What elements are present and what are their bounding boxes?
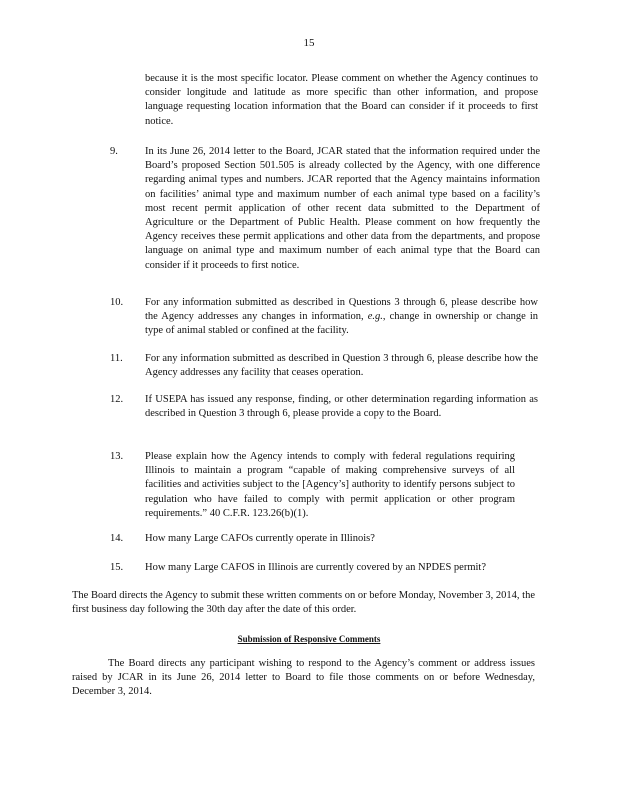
item-15-number: 15. [110,562,124,573]
page-number: 15 [303,37,315,49]
item-11-number: 11. [110,353,123,364]
item-11-text: For any information submitted as described in Question 3 through 6, please describe how the Agency addresses any facility that ceases operation. [145,353,538,379]
final-paragraph-text: The Board directs any participant wishing to respond to the Agency’s comment or address issues raised by JCAR in its June 26, 2014 letter to Board to file those comments on or before Wednesday, December 3, 2014. [72,658,535,698]
item-13-text: Please explain how the Agency intends to comply with federal regulations requiring Illinois to maintain a program “capable of making comprehensive surveys of all facilities and activities subject to the [Agency’s] authority to identify persons subject to regulation who have failed to comply with permit application or other program requirements.” 40 C.F.R. 123.26(b)(1). [145,451,515,519]
item-14-number: 14. [110,533,124,544]
directive-paragraph: The Board directs the Agency to submit these written comments on or before Monday, November 3, 2014, the first business day following the 30th day after the date of this order. [72,590,535,616]
item-14-text: How many Large CAFOs currently operate in Illinois? [145,533,375,544]
item-10-text [145,296,538,339]
item-9-text: In its June 26, 2014 letter to the Board, JCAR stated that the information required under the Board’s proposed Section 501.505 is already collected by the Agency, with one difference regarding animal types and numbers. JCAR reported that the Agency maintains information on facilities’ animal type and maximum number of each animal type based on a facility’s most recent permit application of other recent data submitted to the Department of Agriculture or the Department of Public Health. Please comment on how frequently the Agency receives these permit applications and other data from the departments, and propose language on animal type and maximum number of each animal type that the Board can consider if it proceeds to first notice. [145,146,540,271]
item-10-text-before: For any information submitted as described in Questions 3 through 6, please describe how the Agency addresses any changes in information, [145,297,538,323]
item-15-text: How many Large CAFOS in Illinois are currently covered by an NPDES permit? [145,562,486,573]
section-heading [0,632,618,646]
question-8-continuation: because it is the most specific locator. Please comment on whether the Agency continues to consider longitude and latitude as more specific than other information, and propose language requesting location information that the Board can consider if it proceeds to first notice. [145,73,538,127]
item-10-text-italic: e.g. [367,311,383,323]
item-10-number: 10. [110,297,124,308]
item-12-number: 12. [110,394,124,405]
item-12-text: If USEPA has issued any response, finding, or other determination regarding information as described in Question 3 through 6, please provide a copy to the Board. [145,394,538,420]
final-paragraph [72,657,535,700]
section-heading-text: Submission of Responsive Comments [237,634,381,644]
item-13-number: 13. [110,451,124,462]
item-9-number: 9. [110,146,118,157]
item-10-text-after: , change in ownership or change in type of animal stabled or confined at the facility. [145,311,539,337]
